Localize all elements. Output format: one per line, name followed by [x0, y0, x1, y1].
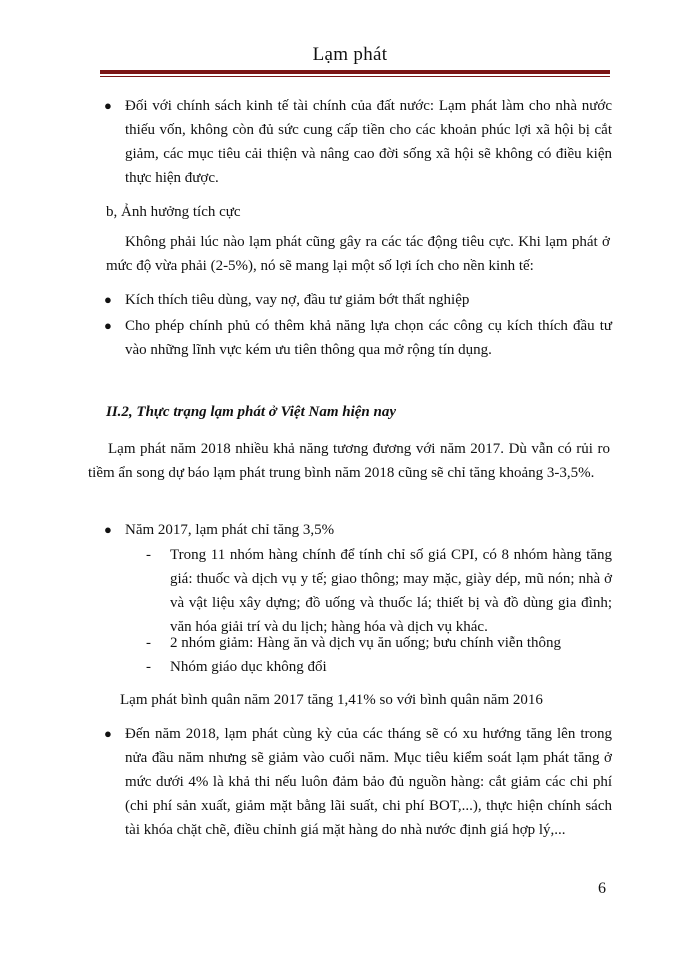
bullet-2018-text: Đến năm 2018, lạm phát cùng kỳ của các tháng sẽ có xu hướng tăng lên trong nửa đầu năm nhưng sẽ giảm vào cuối năm. Mục tiêu kiểm soát lạm phát tăng ở mức dưới 4% là khả thi nếu luôn đảm bảo đủ nguồn hàng: cắt giảm các chi phí (chi phí sản xuất, giảm mặt bằng lãi suất, chi phí BOT,...), thực hiện chính sách tài khóa chặt chẽ, điều chỉnh giá mặt hàng do nhà nước định giá hợp lý,...	[125, 726, 612, 838]
dash-marker: -	[146, 635, 151, 651]
dash-marker: -	[146, 547, 151, 563]
sub-item-decreasing-groups	[146, 631, 612, 655]
header-rule-thick	[100, 70, 610, 74]
bullet-2017-text: Năm 2017, lạm phát chỉ tăng 3,5%	[125, 522, 335, 538]
sub-item-education-text: Nhóm giáo dục không đổi	[170, 659, 327, 675]
bullet-positive-2-text: Cho phép chính phủ có thêm khả năng lựa chọn các công cụ kích thích đầu tư vào những lĩnh vực kém ưu tiên thông qua mở rộng tín dụng.	[125, 318, 612, 358]
sub-item-education	[146, 655, 612, 679]
bullet-positive-1-text: Kích thích tiêu dùng, vay nợ, đầu tư giảm bớt thất nghiệp	[125, 292, 470, 308]
section2-intro-paragraph: Lạm phát năm 2018 nhiều khả năng tương đương với năm 2017. Dù vẫn có rủi ro tiềm ẩn song dự báo lạm phát trung bình năm 2018 cũng sẽ chỉ tăng khoảng 3-3,5%.	[88, 441, 610, 481]
dash-marker: -	[146, 659, 151, 675]
sub-item-price-groups	[146, 543, 612, 639]
positive-effects-heading: b, Ảnh hưởng tích cực	[106, 204, 241, 220]
sub-item-price-groups-text: Trong 11 nhóm hàng chính để tính chỉ số giá CPI, có 8 nhóm hàng tăng giá: thuốc và dịch vụ y tế; giao thông; may mặc, giày dép, mũ nón; nhà ở và vật liệu xây dựng; đồ uống và thuốc lá; thiết bị và đồ dùng gia đình; văn hóa giải trí và du lịch; hàng hóa và dịch vụ khác.	[170, 547, 612, 635]
bullet-icon: ●	[104, 726, 112, 741]
header-rule-thin	[100, 76, 610, 77]
bullet-positive-1	[104, 288, 612, 312]
page-number: 6	[598, 880, 606, 897]
section-heading-ii2: II.2, Thực trạng lạm phát ở Việt Nam hiện nay	[106, 404, 396, 420]
sub-item-decreasing-groups-text: 2 nhóm giảm: Hàng ăn và dịch vụ ăn uống; bưu chính viễn thông	[170, 635, 561, 651]
average-inflation-line: Lạm phát bình quân năm 2017 tăng 1,41% so với bình quân năm 2016	[120, 692, 543, 708]
page-header-title: Lạm phát	[312, 44, 388, 65]
bullet-fiscal-policy	[104, 94, 612, 190]
bullet-positive-2	[104, 314, 612, 362]
bullet-2017	[104, 518, 612, 542]
bullet-2018	[104, 722, 612, 842]
bullet-icon: ●	[104, 318, 112, 333]
bullet-icon: ●	[104, 522, 112, 537]
bullet-fiscal-text: Đối với chính sách kinh tế tài chính của đất nước: Lạm phát làm cho nhà nước thiếu vốn, không còn đủ sức cung cấp tiền cho các khoản phúc lợi xã hội bị cắt giảm, các mục tiêu cải thiện và nâng cao đời sống xã hội sẽ không có điều kiện thực hiện được.	[125, 98, 612, 186]
bullet-icon: ●	[104, 292, 112, 307]
positive-intro-paragraph: Không phải lúc nào lạm phát cũng gây ra các tác động tiêu cực. Khi lạm phát ở mức độ vừa phải (2-5%), nó sẽ mang lại một số lợi ích cho nền kinh tế:	[106, 234, 610, 274]
bullet-icon: ●	[104, 98, 112, 113]
